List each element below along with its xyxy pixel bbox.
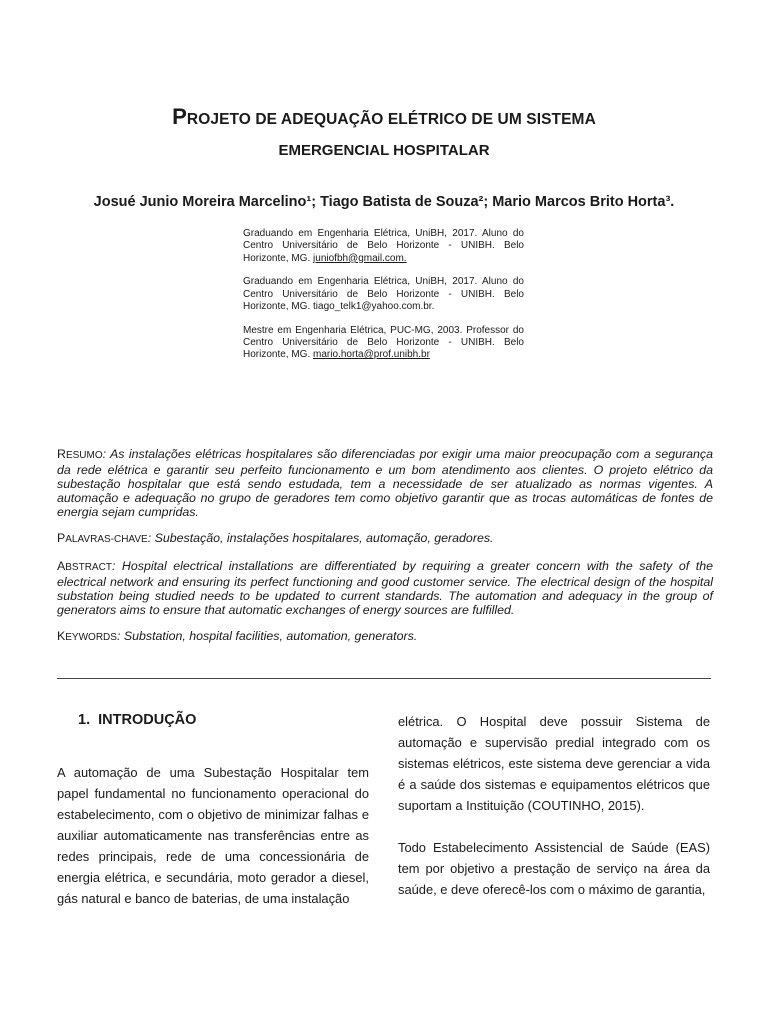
affiliation-text: Mestre em Engenharia Elétrica, PUC-MG, 2003. Professor do Centro Universitário de Belo Horizonte - UNIBH. Belo Horizonte, MG. — [243, 324, 524, 361]
keywords-text: : Substation, hospital facilities, automation, generators. — [116, 629, 418, 643]
section-title: INTRODUÇÃO — [98, 712, 197, 728]
section-divider — [57, 678, 711, 679]
abstract-text: : Hospital electrical installations are differentiated by requiring a greater concern with the safety of the electrical network and ensuring its perfect functioning and good customer service. The electrical design of the hospital substation being studied needs to be updated to current standards. The automation and adequacy in the group of generators aims to ensure that automatic exchanges of energy sources are fulfilled. — [57, 559, 713, 617]
affiliation-email-link[interactable]: juniofbh@gmail.com. — [313, 252, 407, 264]
body-paragraph: Todo Estabelecimento Assistencial de Saúde (EAS) tem por objetivo a prestação de serviço na área da saúde, e deve oferecê-los com o máximo de garantia, — [398, 840, 710, 897]
palavras-chave-text: : Subestação, instalações hospitalares, automação, geradores. — [147, 531, 494, 545]
affiliation-1 — [243, 228, 524, 265]
keywords-label: KEYWORDS — [57, 629, 117, 643]
abstract-block — [57, 447, 713, 657]
palavras-chave-paragraph — [57, 531, 713, 547]
abstract-paragraph — [57, 559, 713, 617]
abstract-label: ABSTRACT — [57, 559, 112, 573]
affiliations — [243, 228, 524, 373]
body-paragraph: elétrica. O Hospital deve possuir Sistema de automação e supervisão predial integrado com os sistemas elétricos, este sistema deve gerenciar a vida é a saúde dos sistemas e equipamentos elétricos que suportam a Instituição (COUTINHO, 2015). — [398, 714, 710, 813]
affiliation-email: tiago_telk1@yahoo.com.br. — [313, 300, 435, 312]
affiliation-3 — [243, 325, 524, 362]
affiliation-2 — [243, 276, 524, 313]
section-heading-introducao — [78, 712, 196, 728]
palavras-chave-label: PALAVRAS-CHAVE — [57, 531, 148, 545]
authors-line: Josué Junio Moreira Marcelino¹; Tiago Batista de Souza²; Mario Marcos Brito Horta³. — [93, 194, 675, 210]
title-rest: ROJETO DE ADEQUAÇÃO ELÉTRICO DE UM SISTEMA — [186, 111, 596, 128]
affiliation-email-link[interactable]: mario.horta@prof.unibh.br — [313, 349, 430, 361]
keywords-paragraph — [57, 629, 713, 645]
resumo-text: : As instalações elétricas hospitalares são diferenciadas por exigir uma maior preocupação com a segurança da rede elétrica e garantir seu perfeito funcionamento e um bom atendimento aos clientes. O projeto elétrico da subestação hospitalar que está sendo estudada, tem a necessidade de ser atualizado as normas vigentes. A automação e adequação no grupo de geradores tem como objetivo garantir que as trocas automáticas de fontes de energia sejam cumpridas. — [57, 447, 713, 519]
paper-title-line-2: EMERGENCIAL HOSPITALAR — [278, 142, 490, 159]
title-initial: P — [172, 104, 187, 129]
paper-title-line-1 — [0, 104, 768, 130]
left-column — [57, 762, 369, 909]
affiliation-text: Graduando em Engenharia Elétrica, UniBH, 2017. Aluno do Centro Universitário de Belo Horizonte - UNIBH. Belo Horizonte, MG. — [243, 228, 524, 264]
section-number: 1. — [78, 712, 91, 728]
affiliation-text: Graduando em Engenharia Elétrica, UniBH, 2017. Aluno do Centro Universitário de Belo Horizonte - UNIBH. Belo Horizonte, MG. — [243, 276, 524, 312]
body-paragraph: A automação de uma Subestação Hospitalar tem papel fundamental no funcionamento operacional do estabelecimento, com o objetivo de minimizar falhas e auxiliar automaticamente nas transferências entre as redes principais, rede de uma concessionária de energia elétrica, e secundária, moto gerador a diesel, gás natural e banco de baterias, de uma instalação — [57, 765, 369, 906]
right-column — [398, 711, 710, 900]
resumo-paragraph — [57, 447, 713, 519]
resumo-label: RESUMO — [57, 447, 103, 461]
